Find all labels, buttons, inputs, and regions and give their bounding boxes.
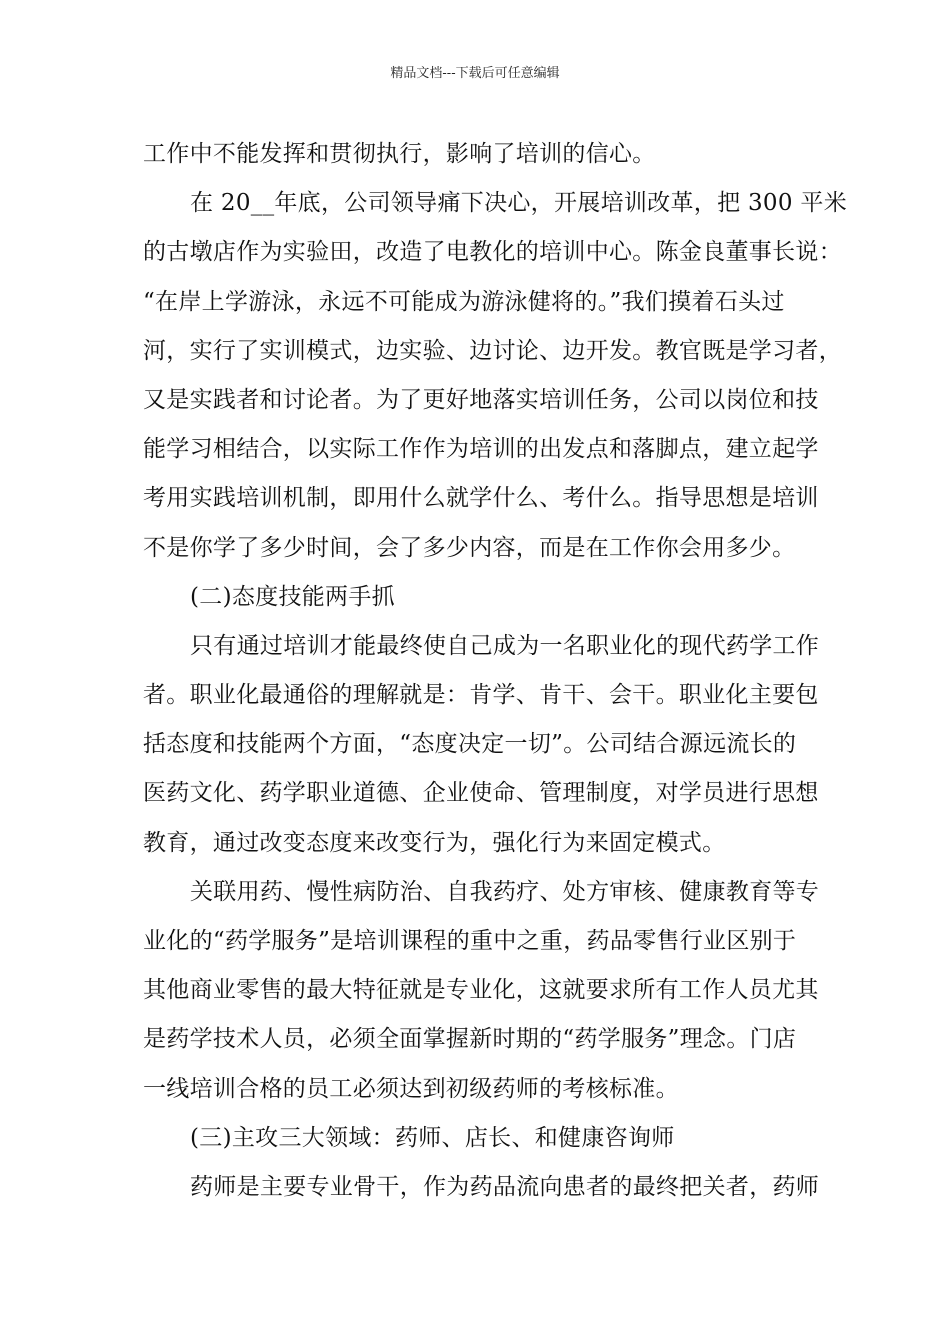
text-line: 业化的“药学服务”是培训课程的重中之重，药品零售行业区别于 [143,928,797,954]
text-line: 只有通过培训才能最终使自己成为一名职业化的现代药学工作 [190,632,820,659]
text-line: 括态度和技能两个方面，“态度决定一切”。公司结合源远流长的 [143,731,797,758]
section-heading: (二)态度技能两手抓 [190,583,395,610]
text-line: 河，实行了实训模式，边实验、边讨论、边开发。教官既是学习者， [143,337,842,364]
section-heading: (三)主攻三大领域：药师、店长、和健康咨询师 [190,1124,675,1151]
text-line: 又是实践者和讨论者。为了更好地落实培训任务，公司以岗位和技 [143,386,819,413]
text-line: 教育，通过改变态度来改变行为，强化行为来固定模式。 [143,829,726,856]
text-line: 关联用药、慢性病防治、自我药疗、处方审核、健康教育等专 [190,878,820,905]
page-header: 精品文档---下载后可任意编辑 [390,66,560,81]
text-line: 者。职业化最通俗的理解就是：肯学、肯干、会干。职业化主要包 [143,682,819,709]
text-line: 药师是主要专业骨干，作为药品流向患者的最终把关者，药师 [190,1173,820,1200]
text-line: 的古墩店作为实验田，改造了电教化的培训中心。陈金良董事长说： [143,239,842,266]
text-line: 工作中不能发挥和贯彻执行，影响了培训的信心。 [143,141,656,167]
text-line: 在 20__年底，公司领导痛下决心，开展培训改革，把 300 平米 [190,190,847,217]
text-line: 是药学技术人员，必须全面掌握新时期的“药学服务”理念。门店 [143,1026,797,1053]
text-line: 能学习相结合，以实际工作作为培训的出发点和落脚点，建立起学 [143,436,819,463]
text-line: 医药文化、药学职业道德、企业使命、管理制度，对学员进行思想 [143,780,819,807]
document-body [143,130,847,1212]
text-line: 考用实践培训机制，即用什么就学什么、考什么。指导思想是培训 [143,485,819,512]
text-line: 一线培训合格的员工必须达到初级药师的考核标准。 [143,1075,679,1102]
text-line: “在岸上学游泳，永远不可能成为游泳健将的。”我们摸着石头过 [143,288,785,315]
text-line: 其他商业零售的最大特征就是专业化，这就要求所有工作人员尤其 [143,977,819,1004]
text-line: 不是你学了多少时间，会了多少内容，而是在工作你会用多少。 [143,534,796,561]
